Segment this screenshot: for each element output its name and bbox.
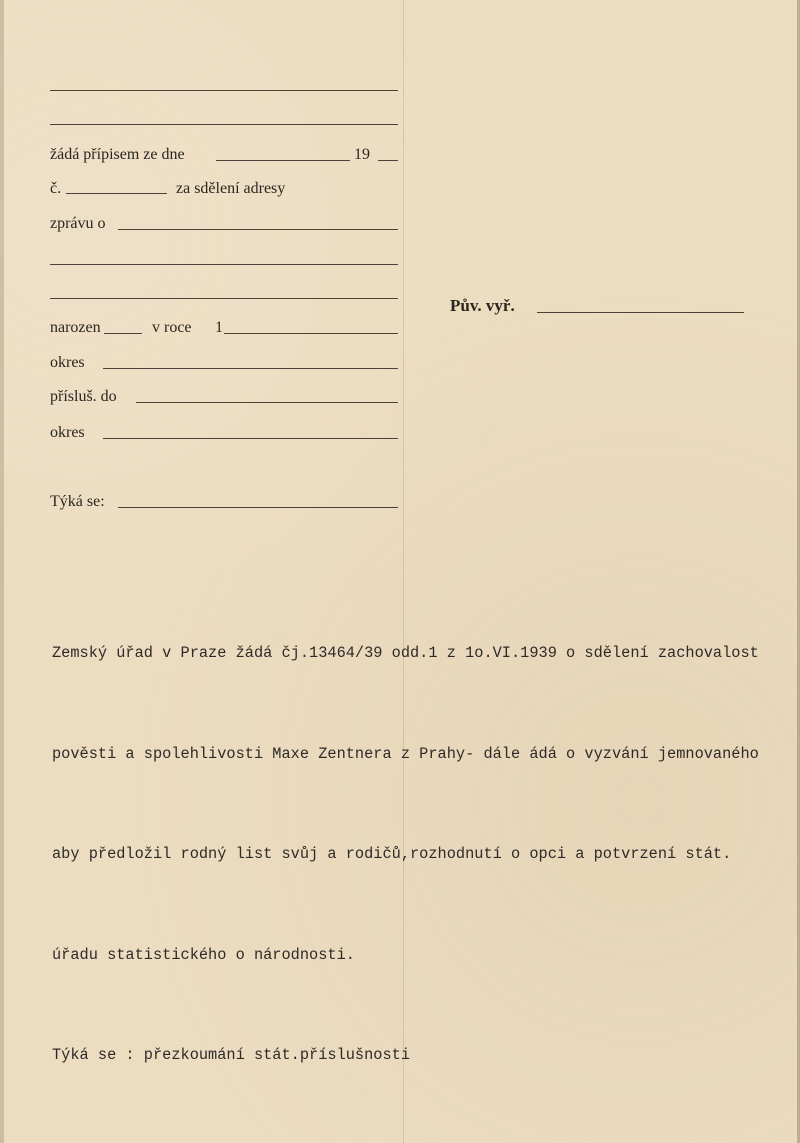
- blank-line-1: [50, 90, 398, 91]
- concerns-label: Týká se:: [50, 493, 105, 510]
- belongs-line[interactable]: [136, 402, 398, 403]
- born-line[interactable]: [104, 333, 142, 334]
- typed-line: Týká se : přezkoumání stát.příslušnosti: [52, 1046, 411, 1064]
- year-prefix: 19: [354, 146, 370, 163]
- request-date-label: žádá přípisem ze dne: [50, 146, 185, 163]
- belongs-label: přísluš. do: [50, 388, 117, 405]
- typed-line: úřadu statistického o národnosti.: [52, 945, 355, 964]
- district-line-2[interactable]: [103, 438, 398, 439]
- paper-left-edge: [0, 0, 4, 1143]
- number-line[interactable]: [66, 193, 167, 194]
- typewritten-text: [52, 570, 800, 1106]
- request-date-line[interactable]: [216, 160, 350, 161]
- report-label: zprávu o: [50, 215, 106, 232]
- original-ref-line[interactable]: [537, 312, 744, 313]
- year-digit: 1: [215, 319, 223, 336]
- typed-line: aby předložil rodný list svůj a rodičů,rozhodnutí o opci a potvrzení stát.: [52, 845, 732, 863]
- concerns-line[interactable]: [118, 507, 398, 508]
- district-line-1[interactable]: [103, 368, 398, 369]
- report-line-2[interactable]: [50, 264, 398, 265]
- year-line[interactable]: [378, 160, 398, 161]
- born-label: narozen: [50, 319, 101, 336]
- birth-year-line[interactable]: [224, 333, 398, 334]
- district-label-1: okres: [50, 354, 85, 371]
- number-label: č.: [50, 180, 62, 197]
- address-request-label: za sdělení adresy: [176, 180, 286, 197]
- original-ref-label: Pův. vyř.: [450, 296, 515, 315]
- district-label-2: okres: [50, 424, 85, 441]
- report-line-3[interactable]: [50, 298, 398, 299]
- in-year-label: v roce: [152, 319, 192, 336]
- report-line[interactable]: [118, 229, 398, 230]
- typed-line: pověsti a spolehlivosti Maxe Zentnera z Prahy- dále ádá o vyzvání jemnovaného: [52, 744, 759, 763]
- typed-line: Zemský úřad v Praze žádá čj.13464/39 odd.1 z 1o.VI.1939 o sdělení zachovalost: [52, 644, 759, 662]
- blank-line-2: [50, 124, 398, 125]
